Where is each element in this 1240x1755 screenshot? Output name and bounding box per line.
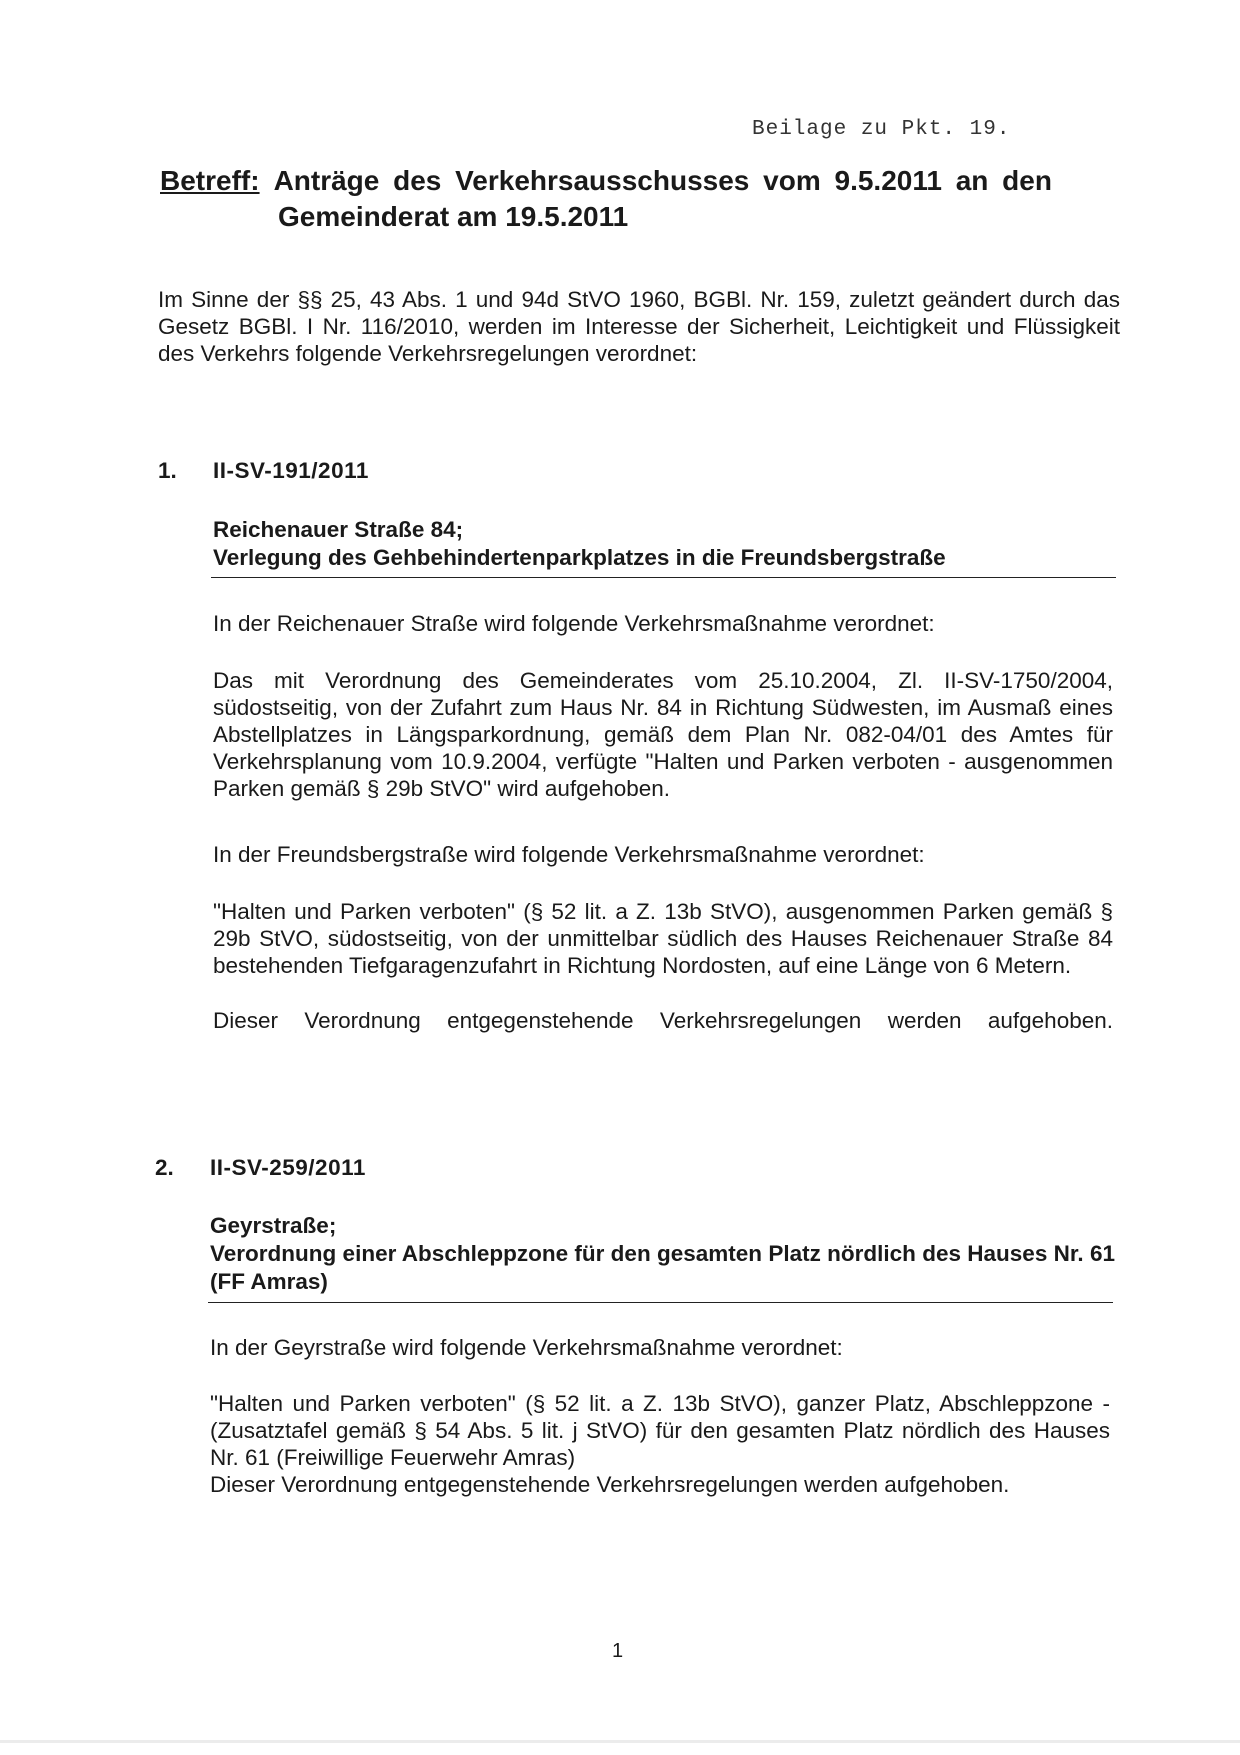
item-2-title [210, 1212, 1115, 1296]
item-1-underline [211, 577, 1116, 578]
item-2-underline [208, 1302, 1113, 1303]
intro-paragraph: Im Sinne der §§ 25, 43 Abs. 1 und 94d StVO 1960, BGBl. Nr. 159, zuletzt geändert durch das Gesetz BGBl. I Nr. 116/2010, werden im Interesse der Sicherheit, Leichtigkeit und Flüssigkeit des Verkehrs folgende Verkehrsregelungen verordnet: [158, 287, 1120, 366]
item-2-paragraph-1: In der Geyrstraße wird folgende Verkehrsmaßnahme verordnet: [210, 1335, 843, 1360]
item-1-title-line-2: Verlegung des Gehbehindertenparkplatzes in die Freundsbergstraße [213, 545, 946, 570]
item-1-paragraph-3: In der Freundsbergstraße wird folgende Verkehrsmaßnahme verordnet: [213, 842, 925, 867]
item-2-paragraph-3-text: Dieser Verordnung entgegenstehende Verkehrsregelungen werden aufgehoben. [210, 1472, 1010, 1497]
subject-line-2: Gemeinderat am 19.5.2011 [278, 201, 629, 232]
subject-label: Betreff: [160, 165, 260, 196]
item-1-paragraph-5-text: Dieser Verordnung entgegenstehende Verkehrsregelungen werden aufgehoben. [213, 1008, 1113, 1033]
item-1-paragraph-2: Das mit Verordnung des Gemeinderates vom 25.10.2004, Zl. II-SV-1750/2004, südostseitig, von der Zufahrt zum Haus Nr. 84 in Richtung Südwesten, im Ausmaß eines Abstellplatzes in Längsparkordnung, gemäß dem Plan Nr. 082-04/01 des Amtes für Verkehrsplanung vom 10.9.2004, verfügte "Halten und Parken verboten - ausgenommen Parken gemäß § 29b StVO" wird aufgehoben. [213, 668, 1113, 801]
subject-heading [160, 163, 1120, 235]
item-1-paragraph-4: "Halten und Parken verboten" (§ 52 lit. a Z. 13b StVO), ausgenommen Parken gemäß § 29b StVO, südostseitig, von der unmittelbar südlich des Hauses Reichenauer Straße 84 bestehenden Tiefgaragenzufahrt in Richtung Nordosten, auf eine Länge von 6 Metern. [213, 899, 1113, 978]
item-2-id: II-SV-259/2011 [210, 1155, 366, 1180]
attachment-reference: Beilage zu Pkt. 19. [752, 118, 1011, 141]
item-1-number: 1. [158, 458, 177, 483]
item-1-paragraph-1: In der Reichenauer Straße wird folgende Verkehrsmaßnahme verordnet: [213, 611, 935, 636]
item-1-title [213, 516, 1113, 572]
item-1-id: II-SV-191/2011 [213, 458, 369, 483]
item-2-paragraph-3 [210, 1471, 1110, 1498]
item-2-title-line-1: Geyrstraße; [210, 1213, 337, 1238]
scan-edge [0, 1740, 1240, 1743]
page-number: 1 [612, 1640, 624, 1662]
item-1-title-line-1: Reichenauer Straße 84; [213, 517, 464, 542]
item-1-paragraph-5 [213, 1007, 1113, 1034]
item-2-title-line-2: Verordnung einer Abschleppzone für den gesamten Platz nördlich des Hauses Nr. 61 (FF Amras) [210, 1241, 1115, 1294]
item-2-paragraph-2: "Halten und Parken verboten" (§ 52 lit. a Z. 13b StVO), ganzer Platz, Abschleppzone - (Zusatztafel gemäß § 54 Abs. 5 lit. j StVO) für den gesamten Platz nördlich des Hauses Nr. 61 (Freiwillige Feuerwehr Amras) [210, 1391, 1110, 1470]
subject-line-1: Anträge des Verkehrsausschusses vom 9.5.2011 an den [273, 165, 1052, 196]
item-2-number: 2. [155, 1155, 174, 1180]
